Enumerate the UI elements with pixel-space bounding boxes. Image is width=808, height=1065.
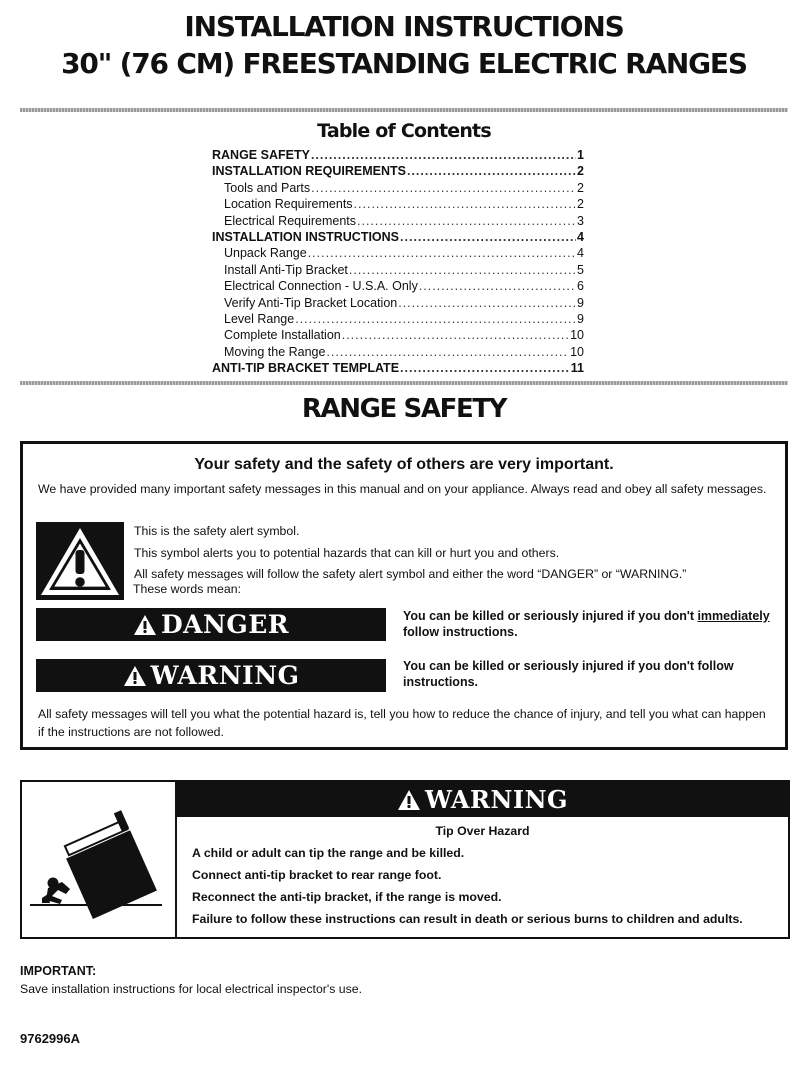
table-of-contents <box>212 148 584 377</box>
toc-entry-page: 2 <box>577 164 584 179</box>
toc-leader-dots <box>354 197 577 211</box>
toc-entry-page: 4 <box>577 229 584 244</box>
toc-entry-label: Tools and Parts <box>224 180 311 195</box>
toc-heading: Table of Contents <box>317 120 491 142</box>
alert-symbol-icon <box>133 614 157 636</box>
toc-entry-label: Verify Anti-Tip Bracket Location <box>224 295 398 310</box>
toc-leader-dots <box>349 263 576 277</box>
toc-entry-label: INSTALLATION INSTRUCTIONS <box>212 229 400 244</box>
toc-entry-page: 10 <box>570 328 584 343</box>
toc-entry-label: Location Requirements <box>224 197 353 212</box>
toc-entry-label: Unpack Range <box>224 246 307 261</box>
toc-leader-dots <box>357 214 576 228</box>
document-number: 9762996A <box>20 1031 80 1046</box>
toc-entry <box>212 181 584 197</box>
toc-leader-dots <box>400 361 570 375</box>
toc-entry <box>212 328 584 344</box>
hazard-line: Failure to follow these instructions can result in death or serious burns to children and adults. <box>192 912 743 926</box>
alert-symbol-icon <box>123 665 147 687</box>
toc-entry-label: Electrical Requirements <box>224 213 356 228</box>
toc-entry <box>212 279 584 295</box>
toc-entry <box>212 345 584 361</box>
safety-box-heading: Your safety and the safety of others are very important. <box>194 456 614 473</box>
toc-leader-dots <box>407 164 576 178</box>
toc-leader-dots <box>398 296 576 310</box>
safety-box <box>20 441 788 750</box>
warning-badge <box>36 659 386 692</box>
toc-entry-page: 10 <box>570 344 584 359</box>
toc-leader-dots <box>342 328 569 342</box>
toc-leader-dots <box>295 312 576 326</box>
warning-banner <box>177 782 788 817</box>
alert-line: These words mean: <box>133 582 241 596</box>
toc-entry-page: 9 <box>577 295 584 310</box>
toc-entry-label: Level Range <box>224 311 295 326</box>
toc-entry <box>212 230 584 246</box>
toc-entry-label: INSTALLATION REQUIREMENTS <box>212 164 406 179</box>
warning-banner-label: WARNING <box>424 785 569 814</box>
toc-entry-page: 6 <box>577 279 584 294</box>
safety-alert-icon <box>36 522 124 600</box>
toc-entry-page: 1 <box>577 148 584 162</box>
warning-description: You can be killed or seriously injured if you don't follow instructions. <box>403 659 734 689</box>
hazard-line: A child or adult can tip the range and be killed. <box>192 846 465 860</box>
toc-entry-page: 4 <box>577 246 584 261</box>
warning-label: WARNING <box>150 661 300 690</box>
alert-symbol-icon <box>397 789 421 811</box>
toc-entry <box>212 296 584 312</box>
hazard-line: Reconnect the anti-tip bracket, if the range is moved. <box>192 890 502 904</box>
toc-entry-page: 3 <box>577 213 584 228</box>
toc-entry <box>212 361 584 377</box>
tip-over-warning-box <box>20 780 790 939</box>
important-label: IMPORTANT: <box>20 964 97 978</box>
section-heading: RANGE SAFETY <box>301 394 507 424</box>
toc-leader-dots <box>400 230 576 244</box>
toc-entry-label: ANTI-TIP BRACKET TEMPLATE <box>212 361 400 376</box>
danger-label: DANGER <box>160 610 290 639</box>
toc-entry <box>212 164 584 180</box>
divider <box>20 108 788 112</box>
toc-entry-label: Electrical Connection - U.S.A. Only <box>224 279 418 294</box>
toc-entry-label: Complete Installation <box>224 328 341 343</box>
toc-leader-dots <box>311 148 576 162</box>
toc-leader-dots <box>311 181 576 195</box>
safety-intro-text: We have provided many important safety messages in this manual and on your appliance. Always read and obey all safety messages. <box>38 482 767 496</box>
alert-line: This is the safety alert symbol. <box>134 524 300 538</box>
toc-entry-label: Moving the Range <box>224 344 326 359</box>
toc-entry-page: 9 <box>577 311 584 326</box>
toc-entry <box>212 246 584 262</box>
toc-entry-page: 2 <box>577 180 584 195</box>
range-tip-over-icon <box>22 782 177 937</box>
toc-entry <box>212 312 584 328</box>
document-title-line1: INSTALLATION INSTRUCTIONS <box>184 10 624 43</box>
toc-entry <box>212 263 584 279</box>
toc-entry-page: 2 <box>577 197 584 212</box>
danger-description: You can be killed or seriously injured if you don't immediately follow instructions. <box>403 609 770 639</box>
danger-badge <box>36 608 386 641</box>
toc-leader-dots <box>419 279 576 293</box>
divider <box>20 381 788 385</box>
toc-entry-page: 11 <box>570 361 584 376</box>
hazard-title: Tip Over Hazard <box>435 824 530 838</box>
toc-leader-dots <box>326 345 569 359</box>
alert-line: All safety messages will follow the safety alert symbol and either the word “DANGER” or “WARNING.” <box>134 567 687 581</box>
toc-entry-label: RANGE SAFETY <box>212 148 310 162</box>
toc-entry-label: Install Anti-Tip Bracket <box>224 262 348 277</box>
toc-leader-dots <box>308 246 576 260</box>
document-title-line2: 30" (76 CM) FREESTANDING ELECTRIC RANGES <box>61 47 747 80</box>
safety-outro-text: All safety messages will tell you what the potential hazard is, tell you how to reduce the chance of injury, and tell you what can happen if the instructions are not followed. <box>38 707 766 739</box>
toc-entry <box>212 148 584 164</box>
toc-entry-page: 5 <box>577 262 584 277</box>
important-text: Save installation instructions for local electrical inspector's use. <box>20 982 363 996</box>
hazard-line: Connect anti-tip bracket to rear range foot. <box>192 868 442 882</box>
toc-entry <box>212 197 584 213</box>
toc-entry <box>212 214 584 230</box>
alert-line: This symbol alerts you to potential hazards that can kill or hurt you and others. <box>134 546 560 560</box>
